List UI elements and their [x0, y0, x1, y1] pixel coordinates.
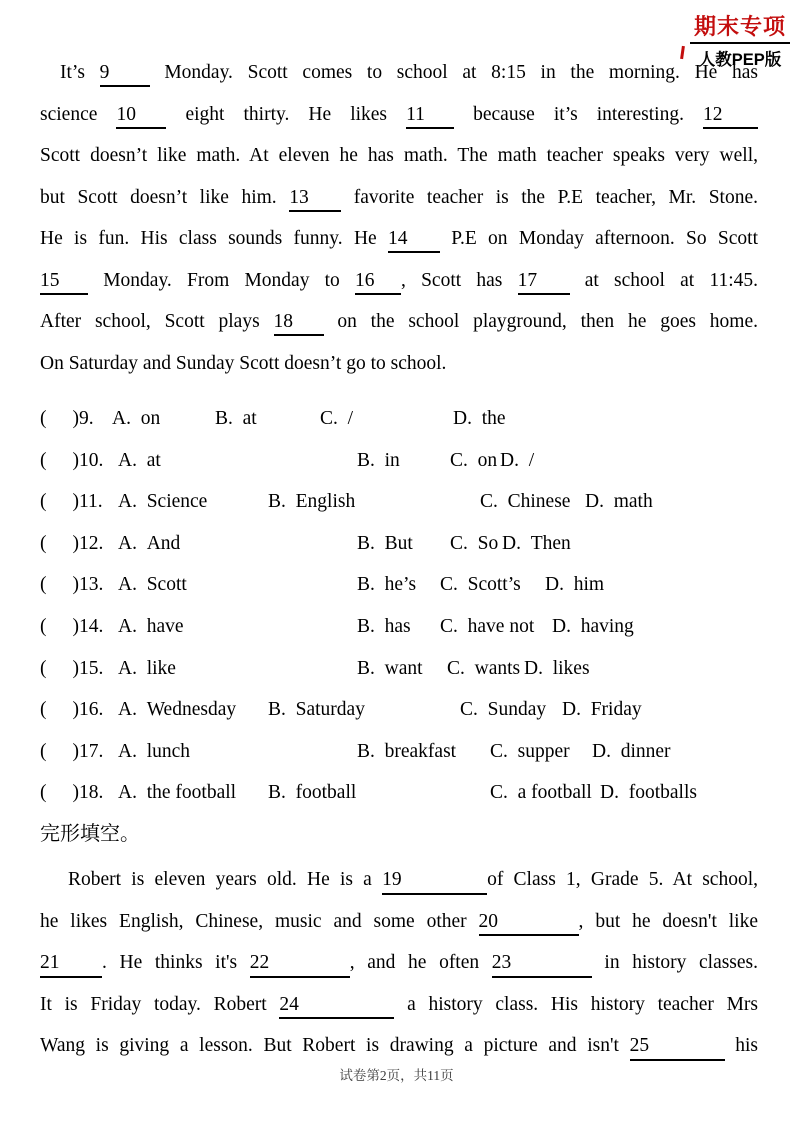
option-9-D: D. the [453, 408, 506, 429]
question-row-12 [40, 523, 758, 565]
option-12-A: A. And [118, 532, 181, 554]
option-18-D: D. footballs [600, 782, 697, 804]
answer-parentheses-14: ( )14. [40, 615, 114, 637]
option-14-A: A. have [118, 615, 184, 637]
option-15-C: C. wants [447, 657, 521, 679]
passage-line: On Saturday and Sunday Scott doesn’t go to school. [40, 352, 447, 374]
question-row-10 [40, 440, 758, 482]
cloze-blank-10: 10 [116, 104, 166, 129]
badge-subtitle: 人教PEP版 [698, 51, 782, 70]
cloze-blank-19: 19 [382, 869, 487, 894]
option-18-A: A. the football [118, 782, 237, 804]
option-16-B: B. Saturday [268, 699, 365, 721]
option-9-B: B. at [215, 408, 257, 429]
option-9-C: C. / [320, 408, 354, 429]
option-9-A: A. on [112, 408, 161, 429]
option-12-D: D. Then [502, 532, 571, 554]
option-11-C: C. Chinese [480, 491, 571, 513]
passage-line: It’s 9 Monday. Scott comes to school at 8:15 in the morning. He has [40, 52, 758, 94]
answer-parentheses-16: ( )16. [40, 699, 114, 721]
answer-parentheses-18: ( )18. [40, 782, 114, 804]
answer-parentheses-12: ( )12. [40, 532, 114, 554]
badge-divider [690, 42, 790, 44]
option-13-C: C. Scott’s [440, 574, 521, 596]
cloze-blank-15: 15 [40, 270, 88, 295]
option-10-D: D. / [500, 449, 535, 471]
question-row-17 [40, 731, 758, 773]
cloze-blank-24: 24 [279, 994, 394, 1019]
passage-line: Robert is eleven years old. He is a 19 of Class 1, Grade 5. At school, [40, 859, 758, 901]
option-10-B: B. in [357, 449, 400, 471]
passage-line: After school, Scott plays 18 on the school playground, then he goes home. [40, 301, 758, 343]
answer-parentheses-13: ( )13. [40, 574, 114, 596]
option-13-A: A. Scott [118, 574, 187, 596]
passage-line: but Scott doesn’t like him. 13 favorite teacher is the P.E teacher, Mr. Stone. [40, 177, 758, 219]
option-13-D: D. him [545, 574, 605, 596]
answer-parentheses-10: ( )10. [40, 449, 114, 471]
passage-line: It is Friday today. Robert 24 a history class. His history teacher Mrs [40, 984, 758, 1026]
passage-line: he likes English, Chinese, music and some other 20 , but he doesn't like [40, 901, 758, 943]
page-content [40, 52, 758, 1067]
option-12-C: C. So [450, 532, 499, 554]
answer-parentheses-17: ( )17. [40, 740, 114, 762]
option-16-D: D. Friday [562, 699, 642, 721]
question-row-13 [40, 564, 758, 606]
answer-parentheses-15: ( )15. [40, 657, 114, 679]
option-18-B: B. football [268, 782, 357, 804]
cloze-blank-16: 16 [355, 270, 401, 295]
option-10-A: A. at [118, 449, 161, 471]
question-row-15 [40, 648, 758, 690]
passage-line: Wang is giving a lesson. But Robert is drawing a picture and isn't 25 his [40, 1025, 758, 1067]
option-18-C: C. a football [490, 782, 592, 804]
cloze-blank-12: 12 [703, 104, 758, 129]
cloze-blank-13: 13 [289, 187, 341, 212]
question-row-11 [40, 481, 758, 523]
option-17-B: B. breakfast [357, 740, 457, 762]
option-15-A: A. like [118, 657, 176, 679]
cloze-blank-11: 11 [406, 104, 454, 129]
option-11-A: A. Science [118, 491, 208, 513]
cloze-blank-20: 20 [479, 911, 579, 936]
option-13-B: B. he’s [357, 574, 417, 596]
option-17-C: C. supper [490, 740, 570, 762]
passage-line: 21 . He thinks it's 22 , and he often 23 in history classes. [40, 942, 758, 984]
answer-parentheses-9: ( )9. [40, 408, 104, 429]
cloze-passage-2 [40, 859, 758, 1067]
passage-line: Scott doesn’t like math. At eleven he has math. The math teacher speaks very well, [40, 145, 758, 166]
questions [40, 398, 758, 814]
option-17-D: D. dinner [592, 740, 671, 762]
answer-parentheses-11: ( )11. [40, 491, 113, 513]
cloze-blank-21: 21 [40, 952, 102, 977]
passage-line: He is fun. His class sounds funny. He 14 P.E on Monday afternoon. So Scott [40, 218, 758, 260]
cloze-blank-17: 17 [518, 270, 570, 295]
cloze-blank-14: 14 [388, 228, 440, 253]
question-row-16 [40, 689, 758, 731]
option-12-B: B. But [357, 532, 413, 554]
section-heading: 完形填空。 [40, 822, 140, 845]
page-footer: 试卷第2页，共11页 [339, 1068, 454, 1083]
option-11-B: B. English [268, 491, 356, 513]
cloze-blank-9: 9 [100, 62, 150, 87]
option-15-D: D. likes [524, 657, 590, 679]
option-17-A: A. lunch [118, 740, 191, 762]
passage-line: 15 Monday. From Monday to 16 , Scott has 17 at school at 11:45. [40, 260, 758, 302]
option-16-C: C. Sunday [460, 699, 547, 721]
cloze-passage-1 [40, 52, 758, 384]
option-16-A: A. Wednesday [118, 699, 237, 721]
cloze-blank-23: 23 [492, 952, 592, 977]
badge-title: 期末专项 [693, 14, 786, 39]
option-14-D: D. having [552, 615, 634, 637]
cloze-blank-18: 18 [274, 311, 324, 336]
cloze-blank-22: 22 [250, 952, 350, 977]
question-row-14 [40, 606, 758, 648]
option-14-C: C. have not [440, 615, 535, 637]
question-row-9 [40, 398, 758, 440]
option-14-B: B. has [357, 615, 411, 637]
cloze-blank-25: 25 [630, 1035, 725, 1060]
passage-line: science 10 eight thirty. He likes 11 because it’s interesting. 12 [40, 94, 758, 136]
option-15-B: B. want [357, 657, 423, 679]
question-row-18 [40, 772, 758, 814]
option-10-C: C. on [450, 449, 498, 471]
option-11-D: D. math [585, 491, 653, 513]
